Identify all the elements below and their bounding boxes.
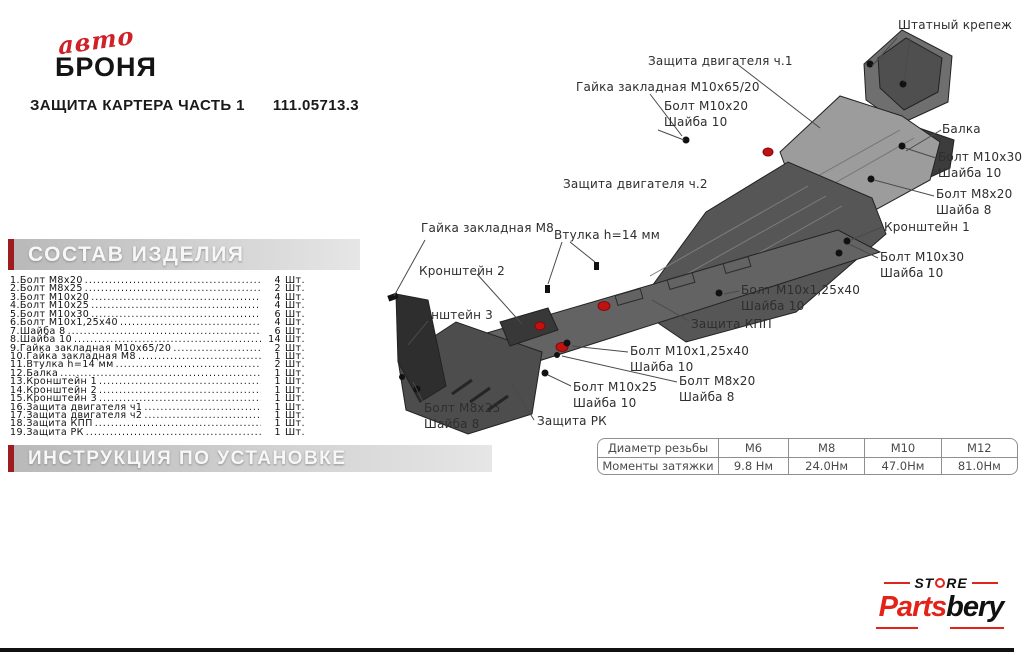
diagram-label: Гайка закладная М8 [421, 221, 555, 235]
partsbery-store-logo: ST RE Partsbery [864, 569, 1018, 648]
part-number: 111.05713.3 [272, 97, 360, 114]
diagram-label: Защита КПП [691, 317, 772, 331]
diagram-label: Шайба 10 [741, 299, 805, 313]
part-number-index: 6. [10, 317, 20, 329]
part-qty: 4 [274, 300, 281, 312]
dot-leader [91, 294, 261, 302]
bottom-border-rule [0, 648, 1014, 652]
diagram-label: Болт М10х25 [573, 380, 658, 394]
part-qty: 6 [274, 308, 281, 320]
torque-table [597, 438, 1018, 475]
part-number-index: 11. [10, 359, 27, 371]
part-unit: Шт. [285, 308, 305, 320]
part-name: Защита РК [26, 426, 84, 438]
part-unit: Шт. [285, 300, 305, 312]
diagram-label: Защита РК [537, 414, 607, 428]
diagram-label: Болт М8х25 [424, 401, 501, 415]
part-number-index: 7. [10, 325, 20, 337]
diagram-label: Шайба 10 [938, 166, 1002, 180]
diagram-label: Болт М10х1,25х40 [741, 283, 861, 297]
part-qty: 1 [274, 393, 281, 405]
dot-leader [120, 319, 261, 327]
dot-leader [99, 387, 261, 395]
part-unit: Шт. [285, 342, 305, 354]
part-unit: Шт. [285, 359, 305, 371]
diagram-label: Шайба 10 [630, 360, 694, 374]
diagram-label: Кронштейн 2 [419, 264, 505, 278]
part-name: Болт М10х25 [19, 300, 90, 312]
part-name: Защита двигателя ч1 [26, 401, 143, 413]
part-number-index: 10. [10, 350, 27, 362]
dot-leader [86, 429, 261, 437]
dot-leader [91, 302, 261, 310]
part-unit: Шт. [285, 401, 305, 413]
part-qty: 1 [274, 401, 281, 413]
part-qty: 1 [274, 426, 281, 438]
table-row: Диаметр резьбы М6 М8 М10 М12 [597, 438, 1018, 457]
dot-leader [173, 345, 261, 353]
diagram-label: Болт М10х1,25х40 [630, 344, 750, 358]
part-number-index: 13. [10, 376, 27, 388]
part-name: Болт М10х30 [19, 308, 90, 320]
logo-rule-right [972, 582, 998, 584]
parts-list [10, 277, 311, 437]
dot-leader [68, 328, 261, 336]
diagram-label: Шайба 8 [936, 203, 992, 217]
logo-underline-right [950, 627, 1004, 629]
part-number-index: 14. [10, 384, 27, 396]
dot-leader [138, 353, 261, 361]
diagram-label: Шайба 10 [573, 396, 637, 410]
part-unit: Шт. [285, 334, 305, 346]
part-unit: Шт. [285, 426, 305, 438]
part-qty: 14 [268, 334, 281, 346]
part-number-index: 19. [10, 426, 27, 438]
diagram-label: Болт М10х30 [880, 250, 965, 264]
part-qty: 4 [274, 291, 281, 303]
part-number-index: 5. [10, 308, 20, 320]
logo-underline-left [876, 627, 918, 629]
part-name: Болт М10х1,25х40 [19, 317, 118, 329]
diagram-label: Шайба 10 [664, 115, 728, 129]
part-name: Балка [26, 367, 59, 379]
part-qty: 1 [274, 410, 281, 421]
part-number-index: 3. [10, 291, 20, 303]
diagram-label: Шайба 10 [880, 266, 944, 280]
diagram-label: Втулка h=14 мм [554, 228, 661, 242]
cell-thread-label: Диаметр резьбы [597, 438, 719, 457]
part-qty: 2 [274, 359, 281, 371]
diagram-label: Болт М8х20 [936, 187, 1013, 201]
part-number-index: 9. [10, 342, 20, 354]
part-name: Кронштейн 2 [26, 384, 98, 396]
part-number-index: 4. [10, 300, 20, 312]
part-name: Втулка h=14 мм [26, 359, 114, 371]
part-name: Кронштейн 3 [26, 393, 98, 405]
logo-rule-left [884, 582, 910, 584]
part-unit: Шт. [285, 275, 305, 286]
part-number-index: 16. [10, 401, 27, 413]
part-unit: Шт. [285, 350, 305, 362]
part-qty: 1 [274, 350, 281, 362]
partsbery-wordmark: Partsbery [878, 591, 1004, 623]
part-number-index: 12. [10, 367, 27, 379]
part-unit: Шт. [285, 291, 305, 303]
part-name: Болт М8х25 [19, 283, 83, 295]
part-qty: 1 [274, 367, 281, 379]
title-text: ЗАЩИТА КАРТЕРА ЧАСТЬ 1 [30, 97, 245, 114]
part-unit: Шт. [285, 410, 305, 421]
diagram-label: Болт М8х20 [679, 374, 756, 388]
part-unit: Шт. [285, 317, 305, 329]
dot-leader [85, 277, 261, 285]
part-number-index: 17. [10, 410, 27, 421]
part-number-index: 1. [10, 275, 20, 286]
part-unit: Шт. [285, 384, 305, 396]
part-number-index: 18. [10, 418, 27, 430]
dot-leader [144, 412, 261, 420]
diagram-label: Шайба 8 [424, 417, 480, 431]
part-unit: Шт. [285, 367, 305, 379]
part-qty: 4 [274, 275, 281, 286]
dot-leader [95, 420, 261, 428]
composition-heading: СОСТАВ ИЗДЕЛИЯ [8, 239, 360, 270]
part-name: Защита КПП [26, 418, 93, 430]
part-name: Гайка закладная М8 [26, 350, 136, 362]
diagram-label: Болт М10х30 [938, 150, 1023, 164]
logo-script-word: авто [57, 20, 135, 61]
diagram-label: Балка [942, 122, 981, 136]
part-name: Болт М10х20 [19, 291, 90, 303]
part-name: Болт М8х20 [19, 275, 83, 286]
diagram-label: Штатный крепеж [898, 18, 1013, 32]
part-unit: Шт. [285, 283, 305, 295]
part-unit: Шт. [285, 418, 305, 430]
diagram-label: Защита двигателя ч.2 [563, 177, 708, 191]
part-qty: 2 [274, 342, 281, 354]
part-qty: 1 [274, 418, 281, 430]
dot-leader [85, 285, 261, 293]
part-unit: Шт. [285, 376, 305, 388]
part-row [10, 426, 311, 438]
part-qty: 1 [274, 376, 281, 388]
diagram-label: Защита двигателя ч.1 [648, 54, 793, 68]
part-name: Шайба 8 [19, 325, 66, 337]
diagram-label: Шайба 8 [679, 390, 735, 404]
part-number-index: 2. [10, 283, 20, 295]
part-qty: 4 [274, 317, 281, 329]
part-unit: Шт. [285, 325, 305, 337]
part-qty: 2 [274, 283, 281, 295]
part-unit: Шт. [285, 393, 305, 405]
instructions-heading: ИНСТРУКЦИЯ ПО УСТАНОВКЕ [8, 445, 492, 472]
part-name: Защита двигателя ч2 [26, 410, 143, 421]
dot-leader [99, 378, 261, 386]
part-name: Гайка закладная М10х65/20 [19, 342, 172, 354]
dot-leader [116, 361, 261, 369]
dot-leader [144, 404, 261, 412]
part-number-index: 8. [10, 334, 20, 346]
diagram-label: Кронштейн 1 [884, 220, 970, 234]
diagram-label: Болт М10х20 [664, 99, 749, 113]
part-name: Кронштейн 1 [26, 376, 98, 388]
part-number-index: 15. [10, 393, 27, 405]
store-o-ring-icon [935, 578, 945, 588]
part-qty: 6 [274, 325, 281, 337]
logo-block-word: БРОНЯ [55, 52, 157, 82]
diagram-label: Гайка закладная М10х65/20 [576, 80, 760, 94]
cell-torque-label: Моменты затяжки [597, 457, 719, 476]
table-row: Моменты затяжки 9.8 Нм 24.0Нм 47.0Нм 81.0Нм [597, 457, 1018, 476]
part-name: Шайба 10 [19, 334, 73, 346]
part-qty: 1 [274, 384, 281, 396]
diagram-label: Кронштейн 3 [407, 308, 493, 322]
